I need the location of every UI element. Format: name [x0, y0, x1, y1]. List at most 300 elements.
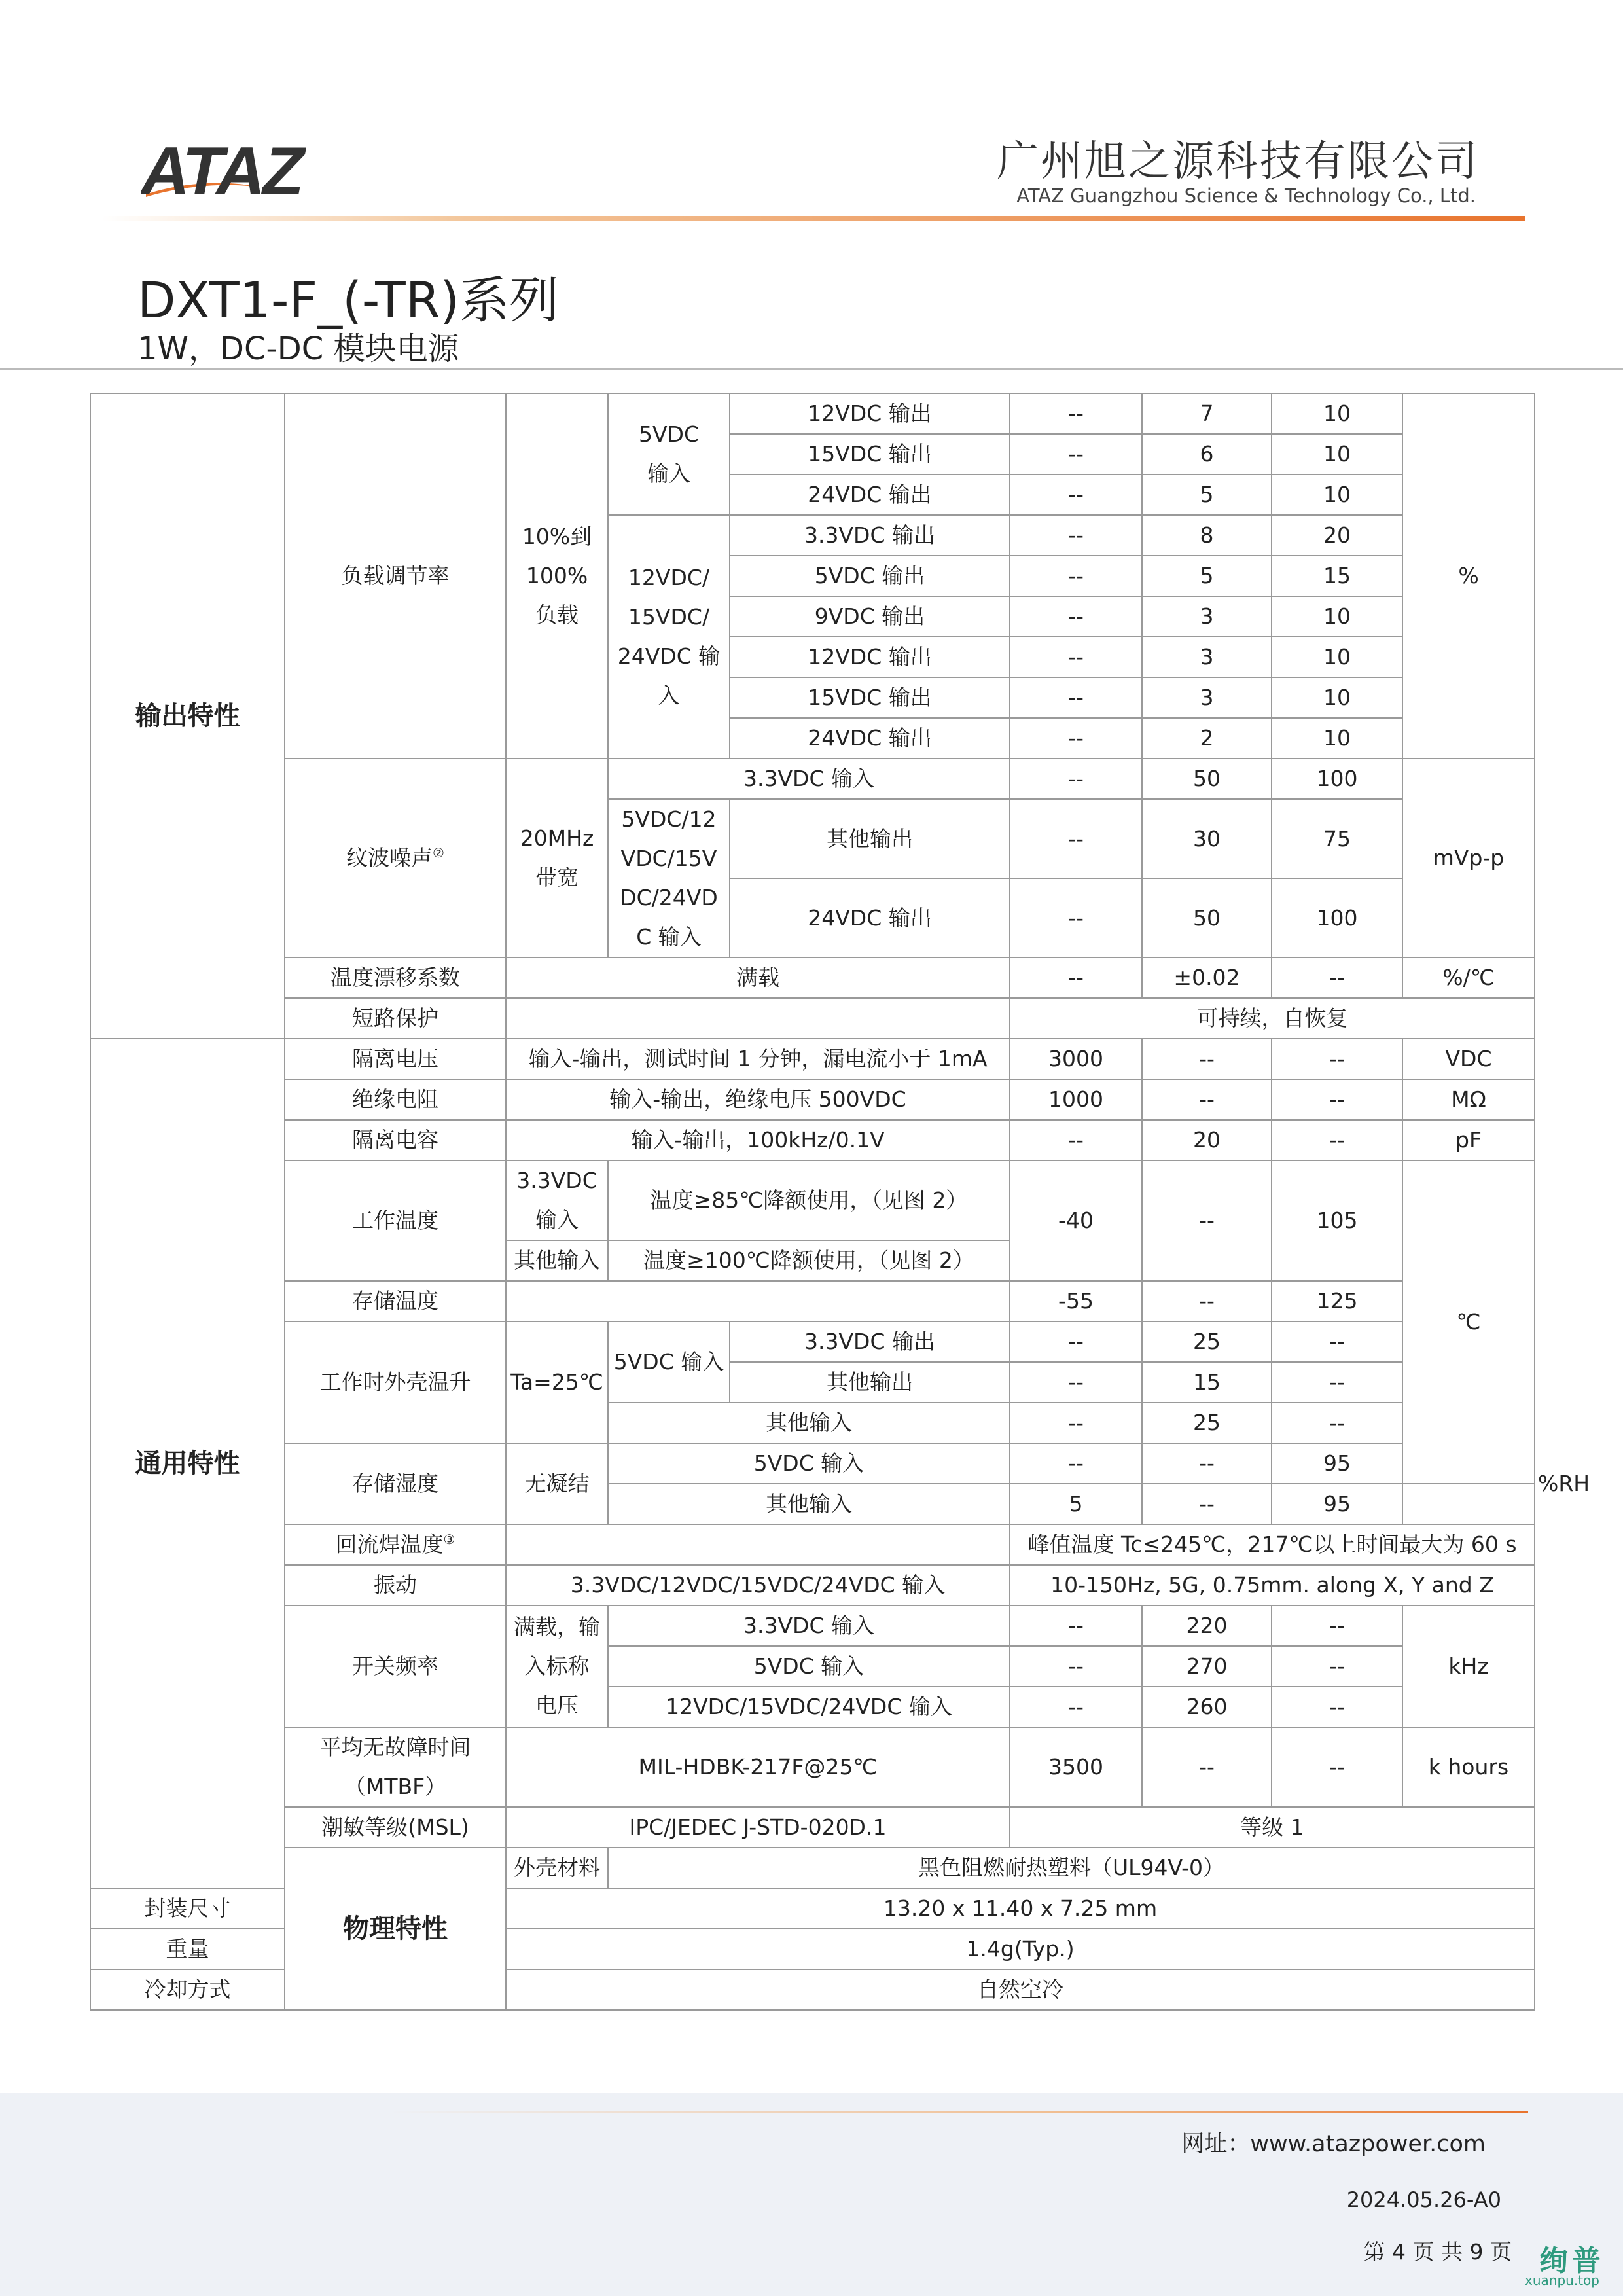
cell-text: -55 [1058, 1288, 1094, 1314]
spec-cell [506, 998, 1010, 1039]
spec-cell [1272, 677, 1402, 718]
cell-text: 24VDC 输 [617, 643, 721, 669]
cell-text: 输出特性 [135, 701, 240, 731]
spec-cell [1010, 556, 1142, 596]
spec-cell [1010, 799, 1142, 878]
spec-cell [1010, 1039, 1142, 1079]
spec-cell [1010, 1484, 1142, 1524]
cell-text: 10 [1323, 725, 1351, 751]
spec-cell [1010, 1160, 1142, 1281]
cell-text: 100% [526, 563, 588, 588]
cell-text: 125 [1316, 1288, 1358, 1314]
spec-cell [1142, 475, 1272, 515]
spec-cell [1142, 677, 1272, 718]
cell-text: 3 [1200, 603, 1214, 629]
spec-cell [1272, 393, 1402, 434]
cell-text: -- [1329, 1653, 1345, 1679]
document-subtitle: 1W，DC-DC 模块电源 [137, 331, 459, 367]
spec-cell [730, 1321, 1010, 1362]
cell-text: 20 [1323, 522, 1351, 548]
spec-cell [285, 1727, 506, 1807]
spec-cell [608, 799, 730, 958]
cell-text: DC/24VD [620, 885, 718, 910]
cell-text: kHz [1448, 1653, 1489, 1679]
cell-text: -- [1068, 522, 1084, 548]
spec-cell [285, 1524, 506, 1565]
spec-cell [1010, 1079, 1142, 1120]
cell-text: %RH [1538, 1471, 1590, 1496]
spec-cell [1142, 1281, 1272, 1321]
cell-text: 20MHz [520, 825, 594, 851]
spec-cell [1272, 434, 1402, 475]
cell-text: VDC [1445, 1046, 1492, 1071]
cell-text: 25 [1193, 1329, 1221, 1354]
spec-cell [506, 1888, 1535, 1929]
spec-cell [1272, 1281, 1402, 1321]
spec-cell [1142, 515, 1272, 556]
spec-cell [1010, 434, 1142, 475]
cell-text: -- [1199, 1491, 1215, 1516]
spec-cell [1010, 1281, 1142, 1321]
cell-text: 3.3VDC [516, 1168, 597, 1193]
cell-text: 输入-输出，绝缘电压 500VDC [609, 1086, 906, 1112]
spec-cell [730, 718, 1010, 759]
spec-cell [1010, 878, 1142, 958]
cell-text: 温度≥100℃降额使用，（见图 2） [643, 1247, 974, 1273]
spec-cell [506, 1443, 608, 1524]
cell-text: pF [1455, 1127, 1482, 1153]
cell-text: 温度漂移系数 [330, 965, 460, 990]
cell-text: -- [1068, 1127, 1084, 1153]
cell-text: 隔离电容 [352, 1127, 438, 1153]
spec-cell [1010, 958, 1142, 998]
spec-cell [730, 515, 1010, 556]
ataz-logo [141, 134, 357, 206]
spec-cell [1142, 1039, 1272, 1079]
spec-cell [506, 958, 1010, 998]
cell-text: 输入-输出，测试时间 1 分钟，漏电流小于 1mA [528, 1046, 988, 1071]
spec-cell [730, 677, 1010, 718]
cell-text: 9VDC 输出 [814, 603, 925, 629]
cell-text: -- [1329, 1046, 1345, 1071]
spec-cell [1272, 1362, 1402, 1403]
document-title: DXT1-F_(-TR)系列 [137, 271, 560, 329]
cell-text: -- [1068, 441, 1084, 467]
cell-text: 95 [1323, 1491, 1351, 1516]
spec-table [90, 393, 1590, 2011]
cell-text: 隔离电压 [352, 1046, 438, 1071]
spec-cell [608, 1646, 1010, 1687]
spec-cell [506, 1524, 1010, 1565]
cell-text: 冷却方式 [144, 1977, 231, 2002]
cell-text: 3.3VDC 输入 [743, 1613, 874, 1638]
spec-cell [608, 1605, 1010, 1646]
company-name-cn: 广州旭之源科技有限公司 [997, 137, 1479, 186]
spec-cell [506, 393, 608, 759]
section-label [285, 1848, 506, 2010]
cell-text: 13.20 x 11.40 x 7.25 mm [883, 1895, 1158, 1921]
cell-text: -- [1068, 766, 1084, 791]
section-label [90, 1039, 285, 1888]
cell-text: C 输入 [636, 924, 702, 950]
spec-cell [608, 1240, 1010, 1281]
spec-cell [1272, 958, 1402, 998]
spec-cell [1142, 1403, 1272, 1443]
cell-text: 其他输入 [514, 1247, 600, 1273]
cell-text: -- [1068, 1369, 1084, 1395]
cell-text: 5 [1200, 482, 1214, 507]
spec-cell [1272, 515, 1402, 556]
spec-cell [506, 1565, 1010, 1605]
spec-cell [1010, 1403, 1142, 1443]
spec-cell [1010, 515, 1142, 556]
cell-text: 2 [1200, 725, 1214, 751]
cell-text: 10 [1323, 441, 1351, 467]
cell-text: 12VDC/ [628, 565, 710, 590]
spec-cell [1402, 1605, 1535, 1727]
spec-cell [1010, 998, 1535, 1039]
company-name-en: ATAZ Guangzhou Science & Technology Co., Ltd. [1016, 185, 1476, 207]
footer-divider [389, 2111, 1528, 2113]
spec-cell [1272, 799, 1402, 878]
spec-row [90, 1039, 1535, 1079]
spec-cell [1272, 1443, 1402, 1484]
spec-cell [1010, 1524, 1535, 1565]
cell-text: 10 [1323, 644, 1351, 670]
spec-cell [730, 434, 1010, 475]
spec-cell [285, 1160, 506, 1281]
cell-text: -- [1068, 825, 1084, 852]
spec-cell [506, 1605, 608, 1727]
cell-text: 100 [1316, 905, 1358, 931]
spec-table-container [90, 393, 1590, 2011]
cell-text: 振动 [374, 1572, 417, 1598]
spec-cell [1272, 1321, 1402, 1362]
spec-cell [506, 1160, 608, 1240]
spec-cell [1010, 1362, 1142, 1403]
spec-cell [1402, 1039, 1535, 1079]
cell-text: 电压 [535, 1693, 579, 1718]
spec-cell [1142, 799, 1272, 878]
spec-cell [1010, 1565, 1535, 1605]
spec-cell [1010, 1727, 1142, 1807]
spec-cell [1142, 759, 1272, 799]
cell-text: 24VDC 输出 [808, 905, 932, 931]
spec-cell [1142, 1079, 1272, 1120]
spec-cell [285, 1120, 506, 1160]
cell-text: -- [1329, 1086, 1345, 1112]
cell-text: 重量 [166, 1936, 209, 1962]
cell-text: 10-150Hz, 5G, 0.75mm. along X, Y and Z [1050, 1572, 1494, 1598]
cell-text: 入 [658, 683, 680, 708]
spec-cell [1272, 1687, 1402, 1727]
cell-text: 潮敏等级(MSL) [321, 1814, 469, 1840]
cell-text: 270 [1186, 1653, 1228, 1679]
spec-cell [1142, 1646, 1272, 1687]
spec-cell [1272, 637, 1402, 677]
spec-cell [1402, 1120, 1535, 1160]
spec-cell [608, 1403, 1010, 1443]
spec-cell [285, 958, 506, 998]
spec-cell [506, 1807, 1010, 1848]
cell-text: ℃ [1456, 1309, 1481, 1335]
cell-text: -- [1329, 965, 1345, 990]
spec-cell [1272, 1646, 1402, 1687]
spec-cell [608, 515, 730, 759]
spec-cell [1272, 1605, 1402, 1646]
cell-text: 12VDC 输出 [808, 644, 932, 670]
cell-text: 3000 [1048, 1046, 1103, 1071]
cell-text: 满载，输入标称 [514, 1614, 600, 1679]
cell-text: 5VDC 输入 [753, 1450, 865, 1476]
cell-text: 物理特性 [343, 1914, 448, 1944]
cell-text: -- [1068, 1694, 1084, 1719]
spec-cell [730, 637, 1010, 677]
cell-text: 95 [1323, 1450, 1351, 1476]
spec-cell [608, 759, 1010, 799]
spec-cell [1272, 1160, 1402, 1281]
spec-cell [1272, 596, 1402, 637]
spec-row [90, 1321, 1535, 1362]
cell-text: 10%到 [522, 524, 592, 549]
spec-cell [285, 1605, 506, 1727]
cell-text: -40 [1058, 1208, 1094, 1233]
cell-text: -- [1068, 965, 1084, 990]
spec-cell [1142, 434, 1272, 475]
spec-cell [1272, 475, 1402, 515]
section-label [90, 393, 285, 1039]
cell-text: 封装尺寸 [144, 1895, 231, 1921]
cell-text: -- [1068, 1450, 1084, 1476]
spec-cell [1272, 556, 1402, 596]
spec-row [90, 1120, 1535, 1160]
cell-text: 存储湿度 [352, 1471, 438, 1496]
cell-text: -- [1068, 401, 1084, 426]
cell-text: 温度≥85℃降额使用，（见图 2） [650, 1187, 968, 1213]
cell-text: （MTBF） [344, 1774, 447, 1799]
cell-text: 带宽 [535, 865, 579, 890]
spec-cell [608, 393, 730, 515]
spec-cell [1010, 393, 1142, 434]
spec-cell [1272, 1079, 1402, 1120]
cell-text: 3500 [1048, 1754, 1103, 1780]
cell-text: 30 [1193, 825, 1221, 852]
cell-text: -- [1329, 1613, 1345, 1638]
spec-row [90, 393, 1535, 434]
cell-text: -- [1329, 1127, 1345, 1153]
spec-cell [1010, 637, 1142, 677]
spec-cell [1142, 637, 1272, 677]
cell-text: 等级 1 [1240, 1814, 1304, 1840]
spec-row [90, 759, 1535, 799]
cell-text: 回流焊温度 [335, 1532, 444, 1557]
cell-text: 其他输入 [766, 1491, 852, 1516]
spec-cell [608, 1321, 730, 1403]
cell-text: 可持续，自恢复 [1196, 1005, 1348, 1031]
spec-row [90, 1281, 1535, 1321]
cell-text: 5 [1069, 1491, 1083, 1516]
cell-text: 3.3VDC/12VDC/15VDC/24VDC 输入 [570, 1572, 946, 1598]
spec-cell [1272, 878, 1402, 958]
cell-text: -- [1199, 1046, 1215, 1071]
cell-text: VDC/15V [620, 846, 717, 871]
spec-cell [730, 475, 1010, 515]
spec-cell [1142, 878, 1272, 958]
footer-page-number: 第 4 页 共 9 页 [1363, 2239, 1512, 2265]
spec-cell [1142, 1484, 1272, 1524]
spec-cell [285, 1443, 506, 1524]
spec-cell [285, 998, 506, 1039]
cell-text: -- [1068, 1653, 1084, 1679]
cell-text: 20 [1193, 1127, 1221, 1153]
spec-cell [730, 878, 1010, 958]
spec-cell [1272, 718, 1402, 759]
cell-text: -- [1068, 1329, 1084, 1354]
cell-text: 负载 [535, 602, 579, 628]
spec-cell [285, 1807, 506, 1848]
cell-text: 5VDC [638, 422, 700, 447]
spec-cell [1402, 393, 1535, 759]
cell-text: -- [1199, 1288, 1215, 1314]
spec-cell [285, 759, 506, 958]
spec-cell [1010, 475, 1142, 515]
spec-cell [1142, 1321, 1272, 1362]
cell-text: 5VDC/12 [621, 806, 717, 832]
cell-text: IPC/JEDEC J-STD-020D.1 [629, 1814, 887, 1840]
spec-cell [1010, 596, 1142, 637]
cell-text: 绝缘电阻 [352, 1086, 438, 1112]
cell-text: 220 [1186, 1613, 1228, 1638]
spec-cell [90, 1969, 285, 2010]
cell-text: 输入 [535, 1207, 579, 1232]
header-divider [101, 216, 1525, 221]
spec-cell [730, 393, 1010, 434]
spec-cell [1010, 1687, 1142, 1727]
cell-text: 10 [1323, 685, 1351, 710]
cell-text: 其他输出 [827, 1369, 913, 1395]
cell-text: k hours [1428, 1754, 1509, 1780]
spec-cell [1010, 1120, 1142, 1160]
cell-text: 50 [1193, 905, 1221, 931]
spec-cell [506, 1120, 1010, 1160]
spec-cell [90, 1929, 285, 1969]
cell-text: MIL-HDBK-217F@25℃ [638, 1754, 878, 1780]
spec-cell [285, 1321, 506, 1443]
spec-cell [1010, 1646, 1142, 1687]
spec-cell [90, 1888, 285, 1929]
spec-cell [1142, 1687, 1272, 1727]
spec-row [90, 1807, 1535, 1848]
cell-text: 15 [1323, 563, 1351, 588]
cell-text: 105 [1316, 1208, 1358, 1233]
footer-date-revision: 2024.05.26-A0 [1346, 2187, 1501, 2212]
spec-row [90, 1524, 1535, 1565]
spec-cell [1142, 958, 1272, 998]
spec-cell [1402, 1727, 1535, 1807]
cell-text: 15VDC/ [628, 604, 710, 630]
cell-text: 10 [1323, 401, 1351, 426]
spec-row [90, 1605, 1535, 1646]
spec-cell [730, 799, 1010, 878]
cell-text: 8 [1200, 522, 1214, 548]
spec-cell [1402, 958, 1535, 998]
cell-text: 输入 [647, 461, 690, 486]
cell-text: 25 [1193, 1410, 1221, 1435]
cell-text: -- [1199, 1208, 1215, 1233]
footer-website: 网址：www.atazpower.com [1181, 2131, 1486, 2157]
spec-cell [608, 1484, 1010, 1524]
cell-text: 自然空冷 [977, 1977, 1063, 2002]
cell-text: -- [1068, 1613, 1084, 1638]
cell-text: 存储温度 [352, 1288, 438, 1314]
spec-cell [1142, 596, 1272, 637]
cell-text: -- [1068, 563, 1084, 588]
spec-cell [1142, 1605, 1272, 1646]
spec-cell [1272, 1727, 1402, 1807]
spec-cell [506, 1240, 608, 1281]
spec-cell [1010, 1807, 1535, 1848]
cell-text: 峰值温度 Tc≤245℃，217℃以上时间最大为 60 s [1027, 1532, 1517, 1557]
spec-cell [506, 1039, 1010, 1079]
cell-text: 外壳材料 [514, 1855, 600, 1880]
cell-text: 其他输入 [766, 1410, 852, 1435]
spec-cell [506, 1969, 1535, 2010]
spec-cell [285, 393, 506, 759]
spec-cell [506, 1929, 1535, 1969]
spec-cell [1142, 1443, 1272, 1484]
spec-row [90, 1727, 1535, 1807]
cell-text: Ta=25℃ [510, 1369, 603, 1395]
spec-row [90, 1565, 1535, 1605]
cell-text: 纹波噪声 [346, 845, 433, 870]
cell-text: 5 [1200, 563, 1214, 588]
spec-cell [1142, 1362, 1272, 1403]
spec-cell [506, 759, 608, 958]
cell-text: 24VDC 输出 [808, 482, 932, 507]
cell-text: 无凝结 [524, 1471, 590, 1496]
spec-row [90, 1079, 1535, 1120]
cell-text: -- [1068, 1410, 1084, 1435]
cell-text: 工作时外壳温升 [319, 1369, 471, 1395]
cell-text: 5VDC 输入 [753, 1653, 865, 1679]
spec-cell [1142, 556, 1272, 596]
spec-cell [1142, 393, 1272, 434]
spec-cell [506, 1281, 1010, 1321]
spec-cell [1272, 1039, 1402, 1079]
spec-cell [730, 556, 1010, 596]
spec-cell [1142, 1120, 1272, 1160]
spec-cell [1272, 759, 1402, 799]
cell-text: 15VDC 输出 [808, 441, 932, 467]
spec-row [90, 958, 1535, 998]
watermark-logo: 绚普 [1539, 2244, 1605, 2278]
cell-text: 7 [1200, 401, 1214, 426]
cell-text: 6 [1200, 441, 1214, 467]
cell-text: 黑色阻燃耐热塑料（UL94V-0） [918, 1855, 1225, 1880]
cell-text: 5VDC 输入 [613, 1349, 724, 1374]
spec-cell [1010, 718, 1142, 759]
spec-cell [1010, 759, 1142, 799]
cell-text: %/℃ [1442, 965, 1495, 990]
cell-text: 24VDC 输出 [808, 725, 932, 751]
cell-text: 50 [1193, 766, 1221, 791]
cell-text: 12VDC/15VDC/24VDC 输入 [666, 1694, 952, 1719]
spec-cell [1142, 1727, 1272, 1807]
cell-text: -- [1199, 1450, 1215, 1476]
cell-text: 75 [1323, 825, 1351, 852]
svg-text:ATAZ: ATAZ [141, 134, 302, 206]
cell-text: 3 [1200, 685, 1214, 710]
